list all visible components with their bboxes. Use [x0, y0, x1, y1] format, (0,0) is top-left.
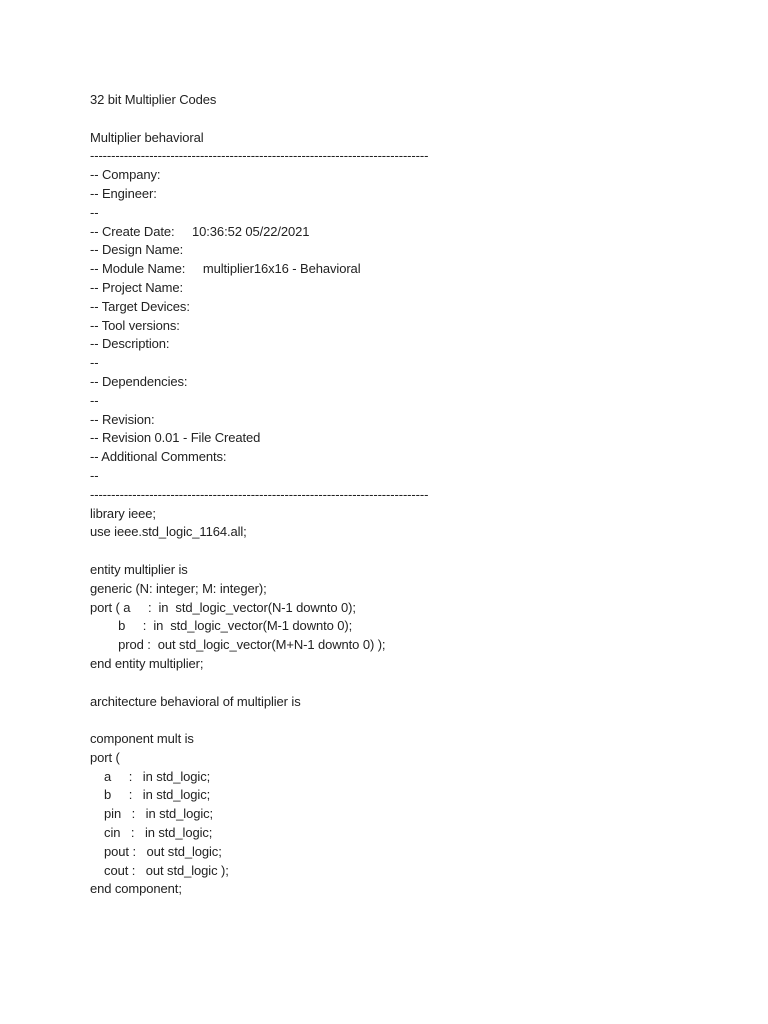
code-line: -- Company: — [90, 167, 161, 183]
document-title: 32 bit Multiplier Codes — [90, 92, 217, 107]
code-line: architecture behavioral of multiplier is — [90, 693, 301, 709]
code-line: pout : out std_logic; — [90, 843, 222, 859]
code-line: library ieee; — [90, 505, 156, 521]
code-line: -- Design Name: — [90, 242, 184, 258]
code-line: -- Engineer: — [90, 185, 157, 201]
code-line: entity multiplier is — [90, 561, 188, 577]
code-line: -- — [90, 467, 99, 483]
code-line: b : in std_logic; — [90, 787, 211, 803]
code-line: -- — [90, 204, 99, 220]
code-line: cin : in std_logic; — [90, 825, 213, 841]
code-line: generic (N: integer; M: integer); — [90, 580, 267, 596]
code-line: -- Description: — [90, 336, 170, 352]
code-line: -- — [90, 355, 99, 371]
code-line — [90, 542, 730, 561]
code-line: -- Module Name: multiplier16x16 - Behavioral — [90, 261, 361, 277]
code-line: -- Dependencies: — [90, 373, 188, 389]
code-line: end component; — [90, 881, 182, 897]
code-line: -- Create Date: 10:36:52 05/22/2021 — [90, 223, 310, 239]
code-line — [90, 711, 730, 730]
code-line: -- Revision 0.01 - File Created — [90, 430, 261, 446]
code-line: pin : in std_logic; — [90, 806, 214, 822]
code-line: port ( a : in std_logic_vector(N-1 downto 0); — [90, 599, 356, 615]
document-body — [90, 91, 730, 899]
code-line: port ( — [90, 749, 120, 765]
code-line: -- Revision: — [90, 411, 155, 427]
code-line: use ieee.std_logic_1164.all; — [90, 524, 247, 540]
code-line: -------------------------------------------------------------------------------- — [90, 148, 429, 164]
code-line: prod : out std_logic_vector(M+N-1 downto 0) ); — [90, 637, 386, 653]
code-line: -------------------------------------------------------------------------------- — [90, 486, 429, 502]
code-block — [90, 147, 730, 899]
code-line: -- Tool versions: — [90, 317, 180, 333]
code-line: -- Project Name: — [90, 279, 184, 295]
code-line — [90, 674, 730, 693]
code-line: cout : out std_logic ); — [90, 862, 229, 878]
code-line: -- Additional Comments: — [90, 449, 227, 465]
code-line: a : in std_logic; — [90, 768, 211, 784]
section-heading: Multiplier behavioral — [90, 129, 204, 145]
blank-line — [90, 110, 730, 129]
code-line: end entity multiplier; — [90, 655, 204, 671]
code-line: b : in std_logic_vector(M-1 downto 0); — [90, 618, 353, 634]
code-line: component mult is — [90, 731, 194, 747]
code-line: -- — [90, 392, 99, 408]
code-line: -- Target Devices: — [90, 298, 190, 314]
